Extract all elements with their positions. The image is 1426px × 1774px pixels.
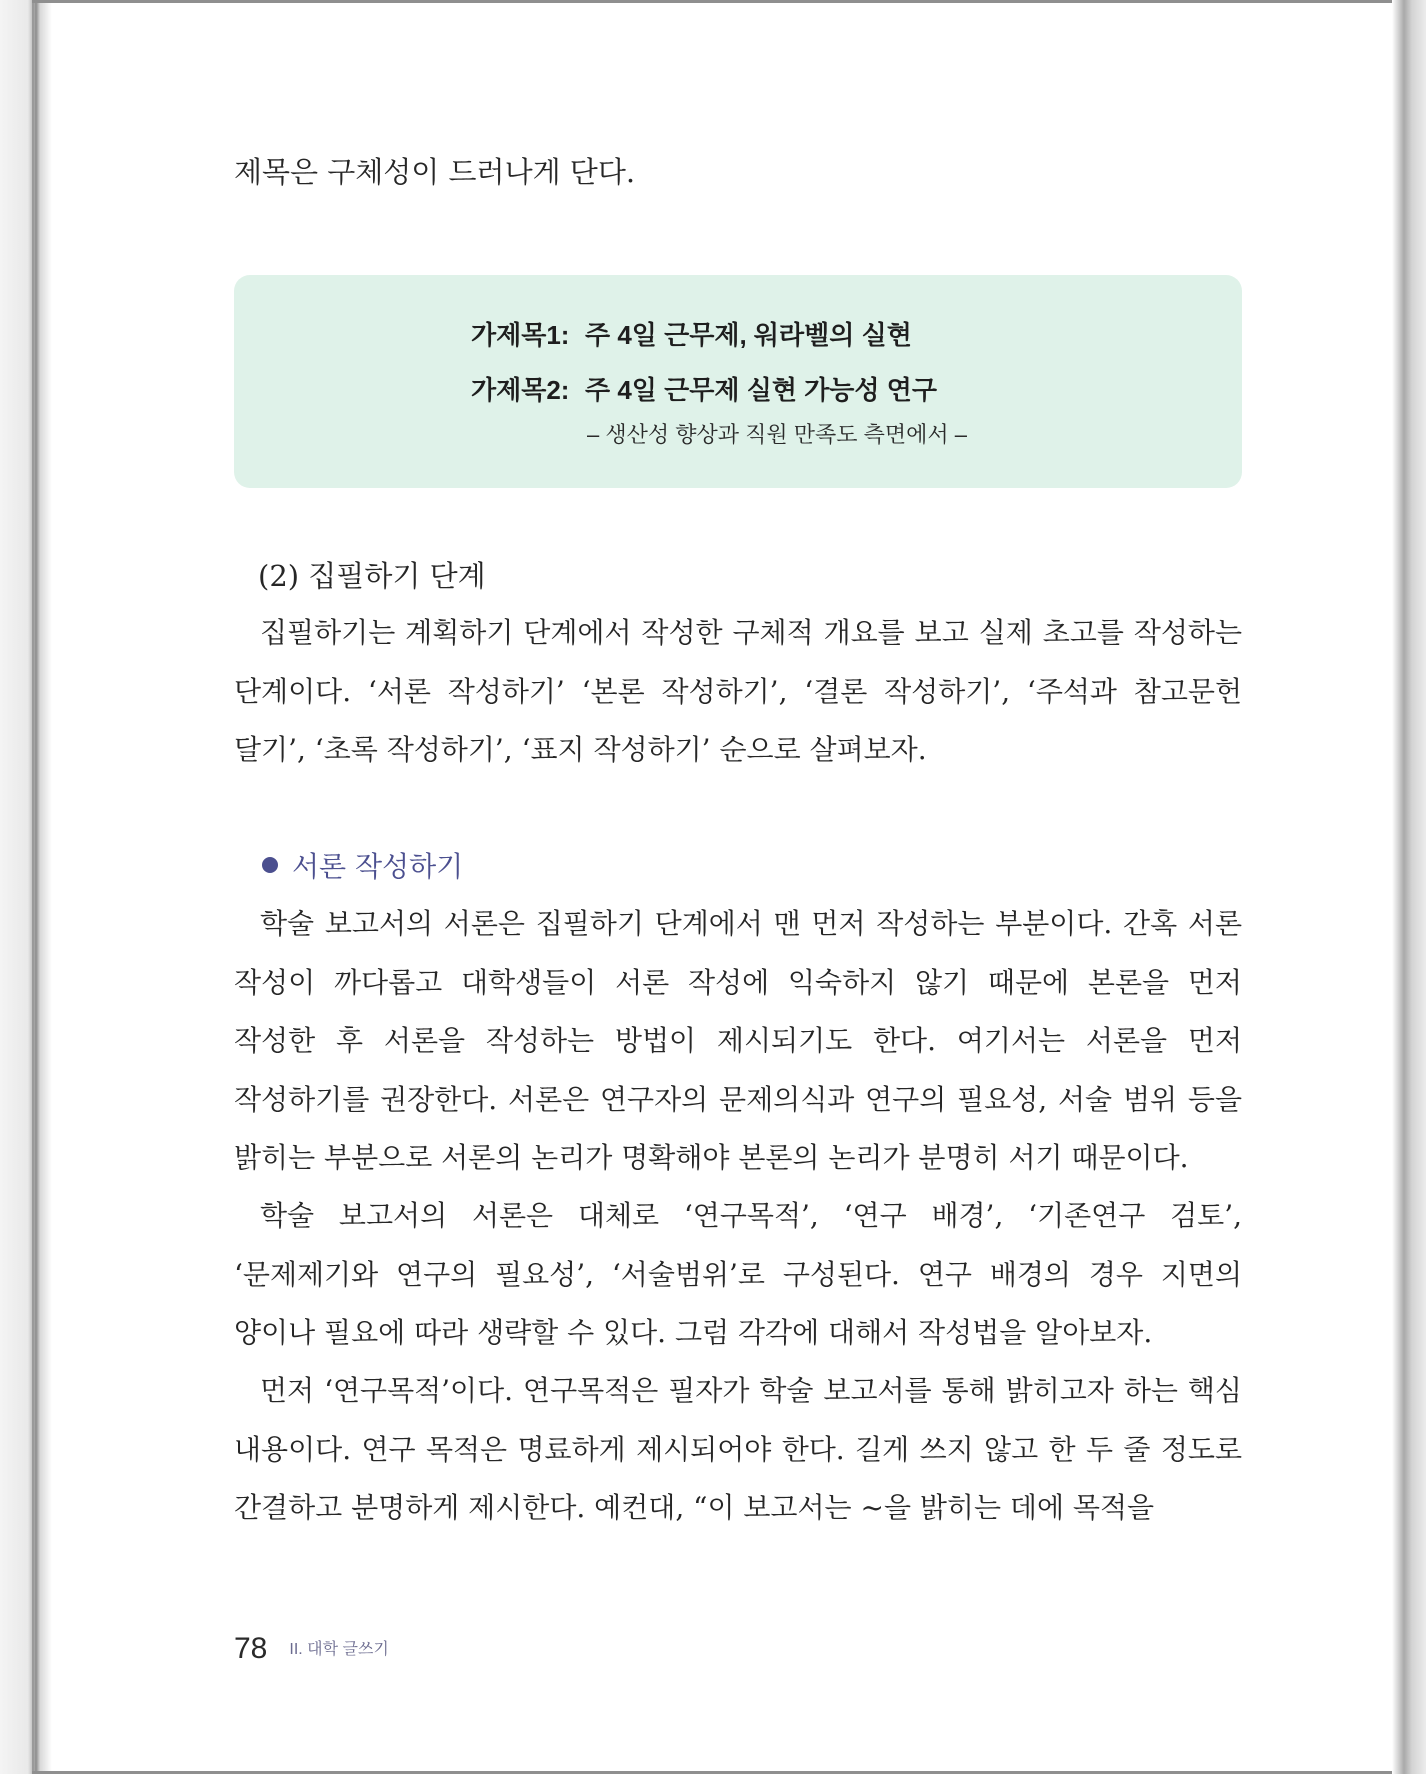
page-spine-line [32,0,34,1774]
tentative-title-1-text: 주 4일 근무제, 워라벨의 실현 [585,320,912,350]
page-right-edge [1392,0,1426,1774]
bullet-heading [262,845,463,889]
tentative-title-1 [471,315,912,352]
bullet-heading-text: 서론 작성하기 [292,850,464,883]
section-heading: (2) 집필하기 단계 [258,559,486,593]
page-left-edge [0,0,52,1774]
tentative-title-1-label: 가제목1: [471,320,570,350]
footer-section-title: II. 대학 글쓰기 [289,1641,389,1658]
tentative-title-box [234,275,1242,488]
tentative-title-2-label: 가제목2: [471,375,570,405]
tentative-title-2-text: 주 4일 근무제 실현 가능성 연구 [585,375,937,405]
tentative-title-subtitle: – 생산성 향상과 직원 만족도 측면에서 – [587,422,967,447]
tentative-title-2 [471,370,937,407]
page-footer [234,1632,389,1666]
page-top-edge [32,0,1392,3]
lead-text: 제목은 구체성이 드러나게 단다. [234,155,636,189]
bullet-dot-icon [262,857,278,873]
paragraph-1: 집필하기는 계획하기 단계에서 작성한 구체적 개요를 보고 실제 초고를 작성하는 단계이다. ‘서론 작성하기’ ‘본론 작성하기’, ‘결론 작성하기’, ‘주석과 참고문헌 달기’, ‘초록 작성하기’, ‘표지 작성하기’ 순으로 살펴보자. [234,616,1242,766]
paragraph-2: 학술 보고서의 서론은 집필하기 단계에서 맨 먼저 작성하는 부분이다. 간혹 서론 작성이 까다롭고 대학생들이 서론 작성에 익숙하지 않기 때문에 본론을 먼저 작성한 후 서론을 작성하는 방법이 제시되기도 한다. 여기서는 서론을 먼저 작성하기를 권장한다. 서론은 연구자의 문제의식과 연구의 필요성, 서술 범위 등을 밝히는 부분으로 서론의 논리가 명확해야 본론의 논리가 분명히 서기 때문이다. [234,907,1242,1174]
paragraph-4: 먼저 ‘연구목적’이다. 연구목적은 필자가 학술 보고서를 통해 밝히고자 하는 핵심 내용이다. 연구 목적은 명료하게 제시되어야 한다. 길게 쓰지 않고 한 두 줄 정도로 간결하고 분명하게 제시한다. 예컨대, “이 보고서는 ~을 밝히는 데에 목적을 [234,1374,1242,1524]
page-number: 78 [234,1632,268,1665]
paragraph-3: 학술 보고서의 서론은 대체로 ‘연구목적’, ‘연구 배경’, ‘기존연구 검토’, ‘문제제기와 연구의 필요성’, ‘서술범위’로 구성된다. 연구 배경의 경우 지면의 양이나 필요에 따라 생략할 수 있다. 그럼 각각에 대해서 작성법을 알아보자. [234,1199,1242,1349]
